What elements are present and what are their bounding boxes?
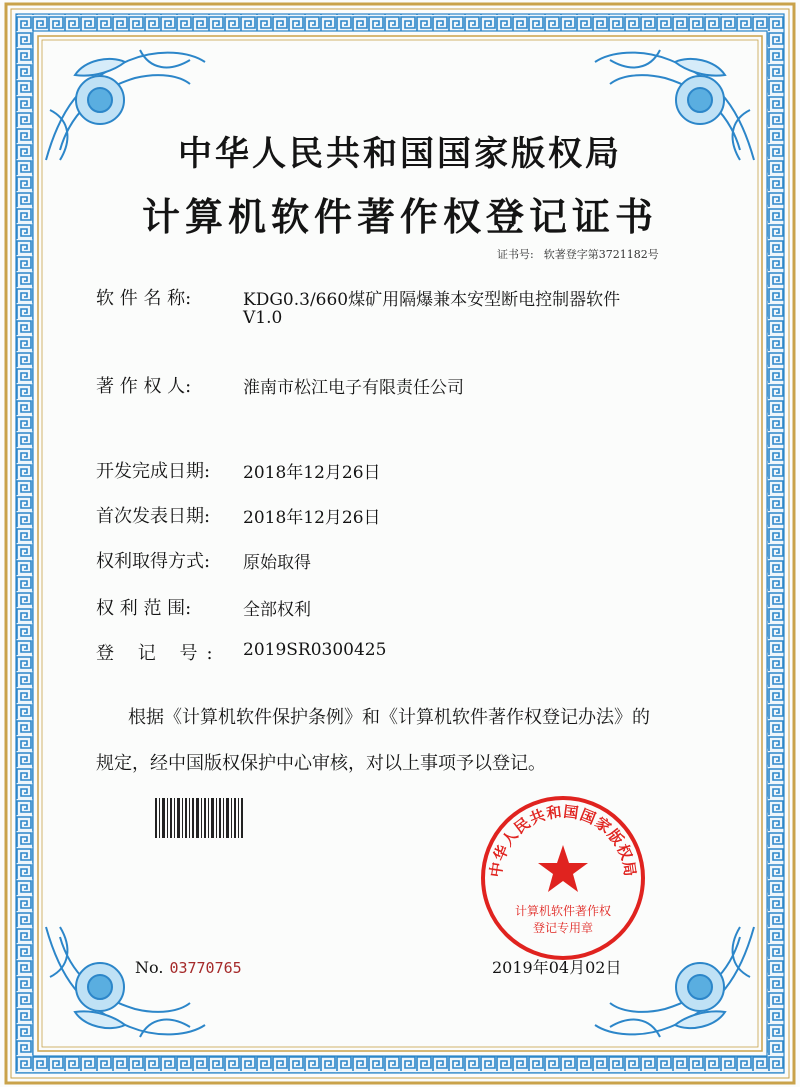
field-label-completion-date: 开发完成日期: (96, 461, 211, 482)
field-value-software-version: V1.0 (243, 308, 283, 328)
serial-number-label: No. (135, 958, 164, 977)
field-value-completion-date: 2018年12月26日 (243, 463, 381, 483)
field-value-publication-date: 2018年12月26日 (243, 508, 381, 528)
seal-star-icon (538, 845, 588, 892)
field-value-acquisition-method: 原始取得 (243, 553, 311, 573)
issue-date: 2019年04月02日 (492, 958, 622, 977)
certificate-number (497, 246, 659, 262)
official-seal (478, 793, 648, 963)
seal-ring-text: 中华人民共和国国家版权局 (486, 802, 640, 879)
field-value-rights-scope: 全部权利 (243, 600, 311, 620)
field-label-acquisition-method: 权利取得方式: (96, 551, 211, 572)
certificate-title: 计算机软件著作权登记证书 (141, 194, 658, 239)
field-value-copyright-owner: 淮南市松江电子有限责任公司 (243, 378, 464, 398)
field-label-rights-scope: 权 利 范 围: (96, 598, 192, 619)
corner-ornament-bottom-left (46, 927, 205, 1037)
field-label-copyright-owner: 著 作 权 人: (96, 376, 192, 397)
body-text-line-2: 规定，经中国版权保护中心审核，对以上事项予以登记。 (96, 753, 546, 774)
seal-center-line-2: 登记专用章 (532, 921, 594, 935)
seal-center-line-1: 计算机软件著作权 (514, 904, 612, 918)
field-value-registration-number: 2019SR0300425 (243, 640, 387, 660)
issuing-authority-heading: 中华人民共和国国家版权局 (178, 134, 622, 174)
field-value-software-name: KDG0.3/660煤矿用隔爆兼本安型断电控制器软件 (243, 290, 621, 310)
serial-number (135, 958, 242, 977)
serial-number-value: 03770765 (169, 959, 242, 977)
field-label-registration-number: 登 记 号: (96, 643, 222, 664)
certificate-number-value: 软著登字第3721182号 (543, 248, 659, 261)
barcode (155, 798, 243, 838)
field-label-software-name: 软 件 名 称: (96, 288, 192, 309)
field-label-publication-date: 首次发表日期: (96, 506, 211, 527)
certificate-number-label: 证书号: (497, 248, 534, 261)
body-text-line-1: 根据《计算机软件保护条例》和《计算机软件著作权登记办法》的 (128, 707, 650, 728)
